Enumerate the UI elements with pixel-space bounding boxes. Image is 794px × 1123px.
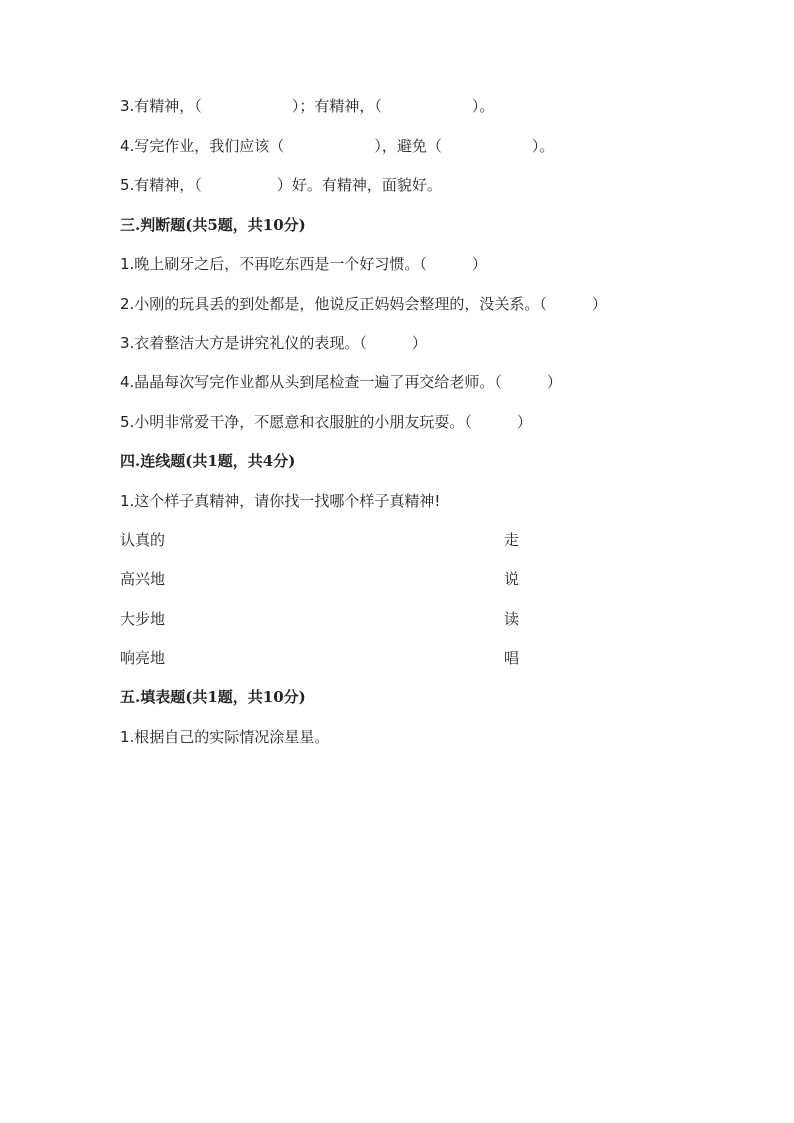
match-right-2: 说 (504, 570, 520, 588)
match-left-2: 高兴地 (120, 570, 166, 588)
section5-heading: 五.填表题(共1题，共10分) (120, 688, 306, 706)
judge-item-1: 1.晚上刷牙之后，不再吃东西是一个好习惯。（ ） (120, 255, 487, 273)
section3-heading: 三.判断题(共5题，共10分) (120, 216, 306, 234)
match-right-3: 读 (504, 610, 520, 628)
fill-item-3: 3.有精神，（ ）；有精神，（ ）。 (120, 97, 495, 115)
matching-question: 1.这个样子真精神，请你找一找哪个样子真精神! (120, 492, 441, 510)
judge-item-5: 5.小明非常爱干净，不愿意和衣服脏的小朋友玩耍。（ ） (120, 413, 532, 431)
match-left-4: 响亮地 (120, 649, 166, 667)
match-right-4: 唱 (504, 649, 520, 667)
match-right-1: 走 (504, 531, 520, 549)
match-left-1: 认真的 (120, 531, 166, 549)
judge-item-4: 4.晶晶每次写完作业都从头到尾检查一遍了再交给老师。（ ） (120, 373, 562, 391)
match-left-3: 大步地 (120, 610, 166, 628)
section4-heading: 四.连线题(共1题，共4分) (120, 452, 296, 470)
fill-item-5: 5.有精神，（ ）好。有精神，面貌好。 (120, 176, 442, 194)
table-question: 1.根据自己的实际情况涂星星。 (120, 728, 330, 746)
judge-item-3: 3.衣着整洁大方是讲究礼仪的表现。（ ） (120, 334, 427, 352)
judge-item-2: 2.小刚的玩具丢的到处都是，他说反正妈妈会整理的，没关系。（ ） (120, 295, 607, 313)
fill-item-4: 4.写完作业，我们应该（ ），避免（ ）。 (120, 137, 555, 155)
